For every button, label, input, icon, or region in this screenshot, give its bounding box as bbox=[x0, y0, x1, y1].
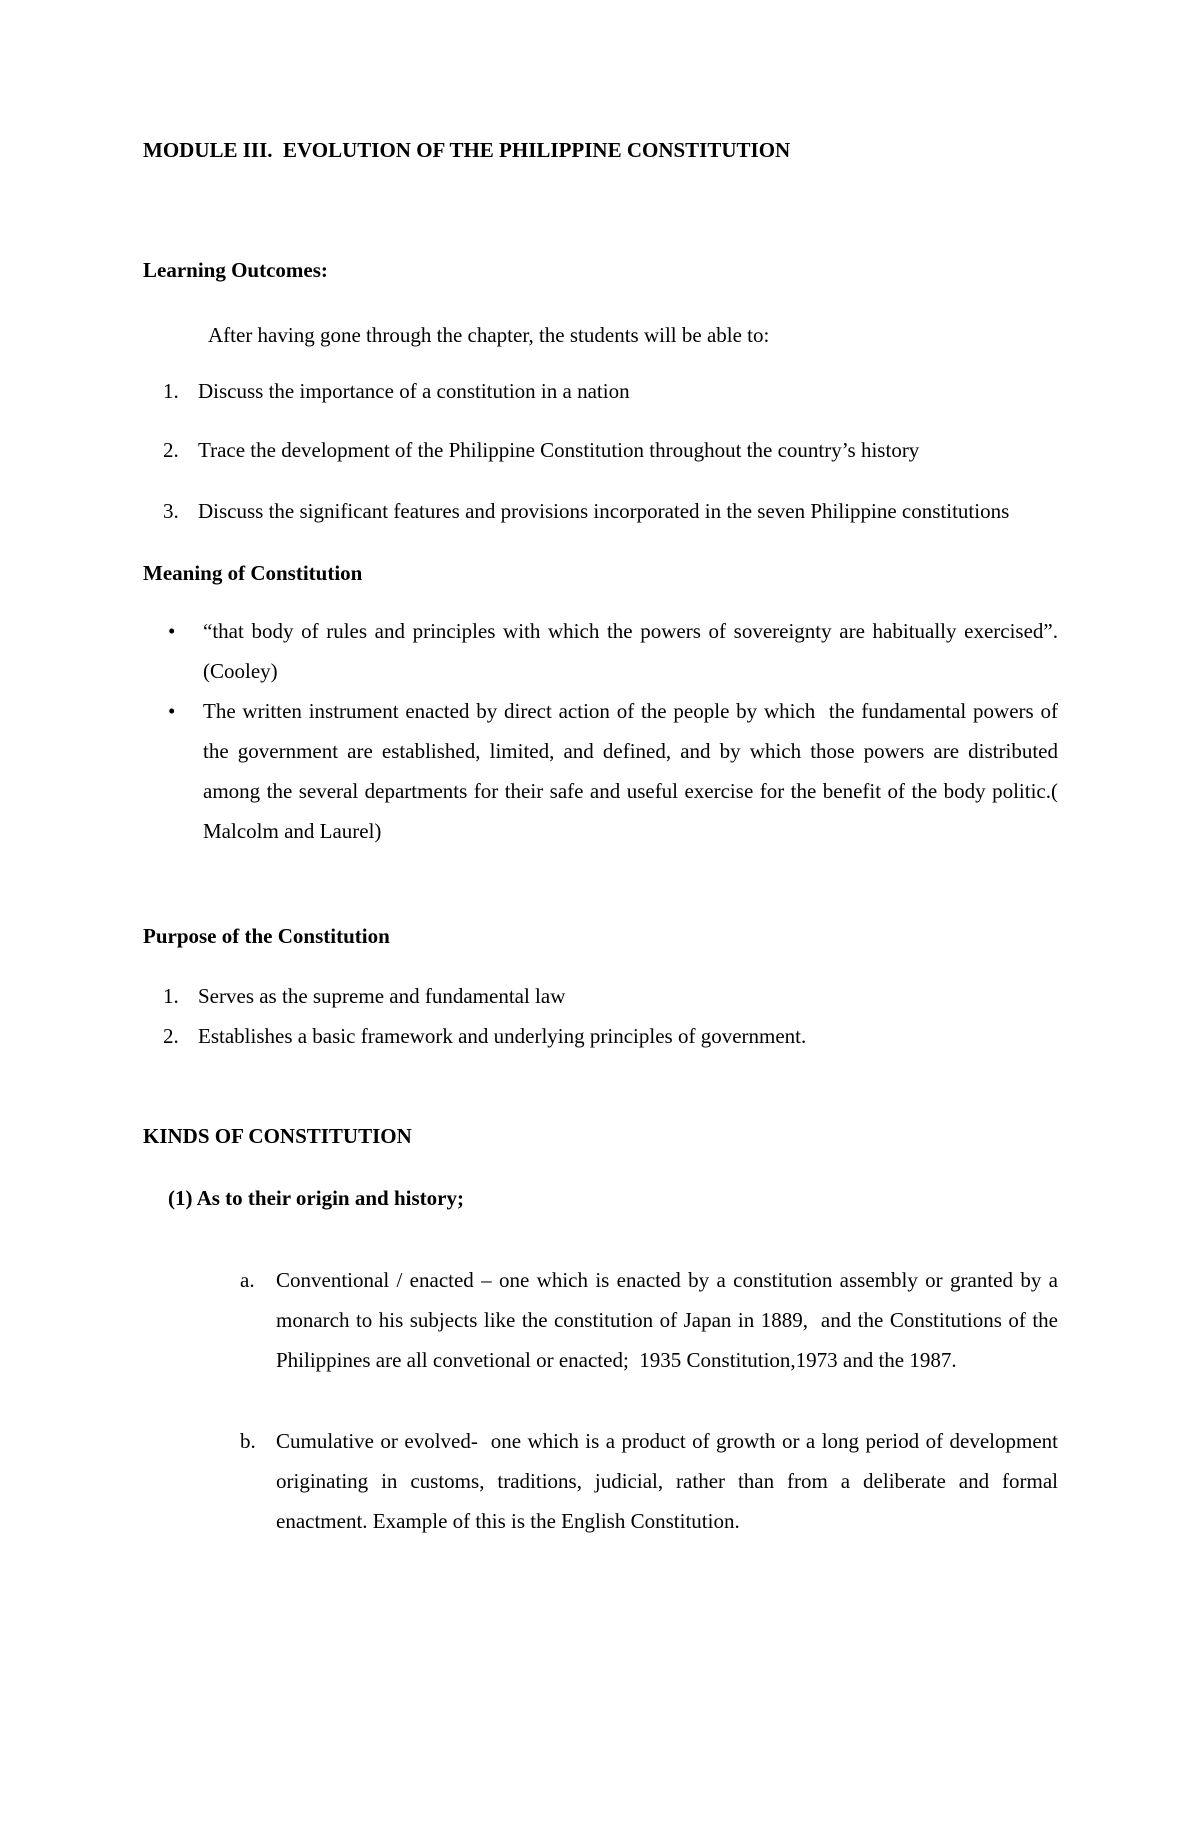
list-number: 1. bbox=[163, 379, 179, 403]
list-item bbox=[143, 1016, 1058, 1056]
list-item bbox=[143, 691, 1064, 851]
learning-outcomes-list bbox=[143, 371, 1058, 531]
list-letter: b. bbox=[240, 1429, 256, 1453]
list-item bbox=[143, 430, 1058, 470]
kinds-subheading: (1) As to their origin and history; bbox=[168, 1186, 464, 1210]
kinds-list bbox=[143, 1260, 1064, 1541]
list-text: Discuss the significant features and provisions incorporated in the seven Philippine constitutions bbox=[198, 499, 1010, 523]
bullet-icon: • bbox=[168, 699, 176, 723]
list-item bbox=[143, 611, 1064, 691]
purpose-list bbox=[143, 976, 1058, 1056]
list-text: Discuss the importance of a constitution in a nation bbox=[198, 379, 630, 403]
list-text: Establishes a basic framework and underlying principles of government. bbox=[198, 1024, 807, 1048]
list-text: “that body of rules and principles with which the powers of sovereignty are habitually exercised”. (Cooley) bbox=[203, 619, 1064, 683]
list-item bbox=[143, 1260, 1064, 1380]
list-number: 2. bbox=[163, 438, 179, 462]
list-text: Cumulative or evolved- one which is a product of growth or a long period of development originating in customs, traditions, judicial, rather than from a deliberate and formal enactment. Example of this is the English Constitution. bbox=[276, 1429, 1064, 1533]
list-number: 3. bbox=[163, 499, 179, 523]
bullet-icon: • bbox=[168, 619, 176, 643]
purpose-heading: Purpose of the Constitution bbox=[143, 924, 390, 948]
learning-outcomes-intro: After having gone through the chapter, the students will be able to: bbox=[208, 323, 770, 347]
list-item bbox=[143, 371, 1058, 411]
list-text: Conventional / enacted – one which is enacted by a constitution assembly or granted by a monarch to his subjects like the constitution of Japan in 1889, and the Constitutions of the Philippines are all convetional or enacted; 1935 Constitution,1973 and the 1987. bbox=[276, 1268, 1064, 1372]
list-letter: a. bbox=[240, 1268, 255, 1292]
list-text: Serves as the supreme and fundamental law bbox=[198, 984, 566, 1008]
meaning-bullet-list bbox=[143, 611, 1064, 851]
learning-outcomes-heading: Learning Outcomes: bbox=[143, 258, 328, 282]
meaning-heading: Meaning of Constitution bbox=[143, 561, 363, 585]
list-number: 2. bbox=[163, 1024, 179, 1048]
list-item bbox=[143, 491, 1058, 531]
list-item bbox=[143, 1421, 1064, 1541]
list-item bbox=[143, 976, 1058, 1016]
list-text: Trace the development of the Philippine Constitution throughout the country’s history bbox=[198, 438, 920, 462]
document-title: MODULE III. EVOLUTION OF THE PHILIPPINE CONSTITUTION bbox=[143, 138, 791, 162]
list-text: The written instrument enacted by direct action of the people by which the fundamental powers of the government are established, limited, and defined, and by which those powers are distributed among the several departments for their safe and useful exercise for the benefit of the body politic.( Malcolm and Laurel) bbox=[203, 699, 1064, 843]
list-number: 1. bbox=[163, 984, 179, 1008]
kinds-heading: KINDS OF CONSTITUTION bbox=[143, 1124, 412, 1148]
